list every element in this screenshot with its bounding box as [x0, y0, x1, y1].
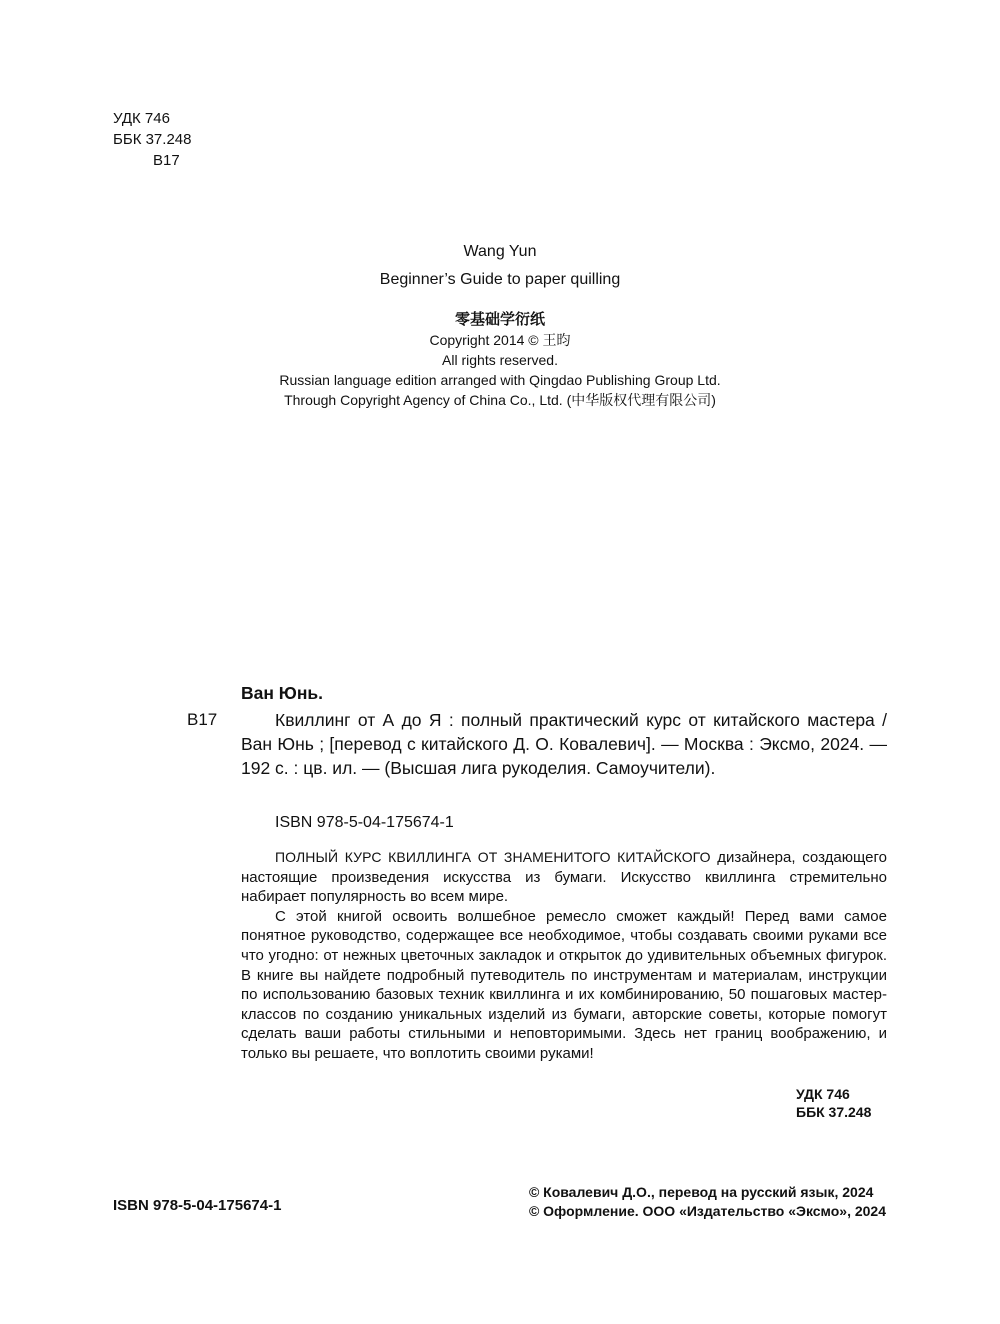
chinese-title: 零基础学衍纸: [454, 311, 545, 328]
copyright-block: [0, 310, 1000, 410]
annotation-paragraph-2: С этой книгой освоить волшебное ремесло сможет каждый! Перед вами самое понятное руководство, содержащее все необходимое, чтобы создавать своими руками все что угодно: от нежных цветочных закладок и открыток до удивительных объемных фигурок. В книге вы найдете подробный путеводитель по инструментам и материалам, инструкции по использованию базовых техник квиллинга и их комбинированию, 50 пошаговых мастер-классов по созданию уникальных изделий из бумаги, авторские советы, которые помогут сделать ваши работы стильными и неповторимыми. Здесь нет границ воображению, и только вы решаете, что воплотить своими руками!: [241, 907, 887, 1062]
annotation: [241, 848, 887, 1064]
bottom-udk: УДК 746: [796, 1086, 850, 1102]
agency-line: Through Copyright Agency of China Co., Ltd. (中华版权代理有限公司): [284, 392, 716, 408]
catalog-description: Квиллинг от А до Я : полный практический курс от китайского мастера / Ван Юнь ; [перевод с китайского Д. О. Ковалевич]. — Москва : Эксмо, 2024. — 192 с. : цв. ил. — (Высшая лига рукоделия. Самоучители).: [241, 710, 887, 778]
annotation-p1-rest: дизайнера, создающего настоящие произведения искусства из бумаги. Искусство квиллинга стремительно набирает популярность во всем мире.: [241, 849, 887, 906]
original-title: Beginner’s Guide to paper quilling: [379, 271, 621, 288]
copyright-line: Copyright 2014 © 王昀: [429, 332, 571, 348]
annotation-paragraph-1: [241, 848, 887, 907]
translation-credit: © Ковалевич Д.О., перевод на русский язык, 2024: [528, 1184, 874, 1200]
catalog-author-heading: Ван Юнь.: [241, 683, 324, 703]
original-author: Wang Yun: [463, 243, 537, 260]
annotation-caps: ПОЛНЫЙ КУРС КВИЛЛИНГА ОТ ЗНАМЕНИТОГО КИТАЙСКОГО: [275, 849, 711, 865]
design-credit: © Оформление. ООО «Издательство «Эксмо», 2024: [528, 1203, 886, 1219]
arrangement-line: Russian language edition arranged with Qingdao Publishing Group Ltd.: [279, 372, 721, 388]
catalog-isbn: ISBN 978-5-04-175674-1: [275, 814, 454, 831]
rights-line: All rights reserved.: [442, 352, 558, 368]
footer-isbn: ISBN 978-5-04-175674-1: [113, 1197, 282, 1214]
bottom-classification: [796, 1085, 871, 1121]
author-mark: В17: [153, 152, 180, 169]
bbk-code: ББК 37.248: [113, 131, 192, 148]
top-classification: [113, 108, 191, 171]
original-edition: [0, 238, 1000, 294]
udk-code: УДК 746: [113, 110, 170, 127]
footer-credits: [529, 1183, 886, 1221]
catalog-side-mark: В17: [187, 710, 218, 729]
bottom-bbk: ББК 37.248: [796, 1104, 872, 1120]
